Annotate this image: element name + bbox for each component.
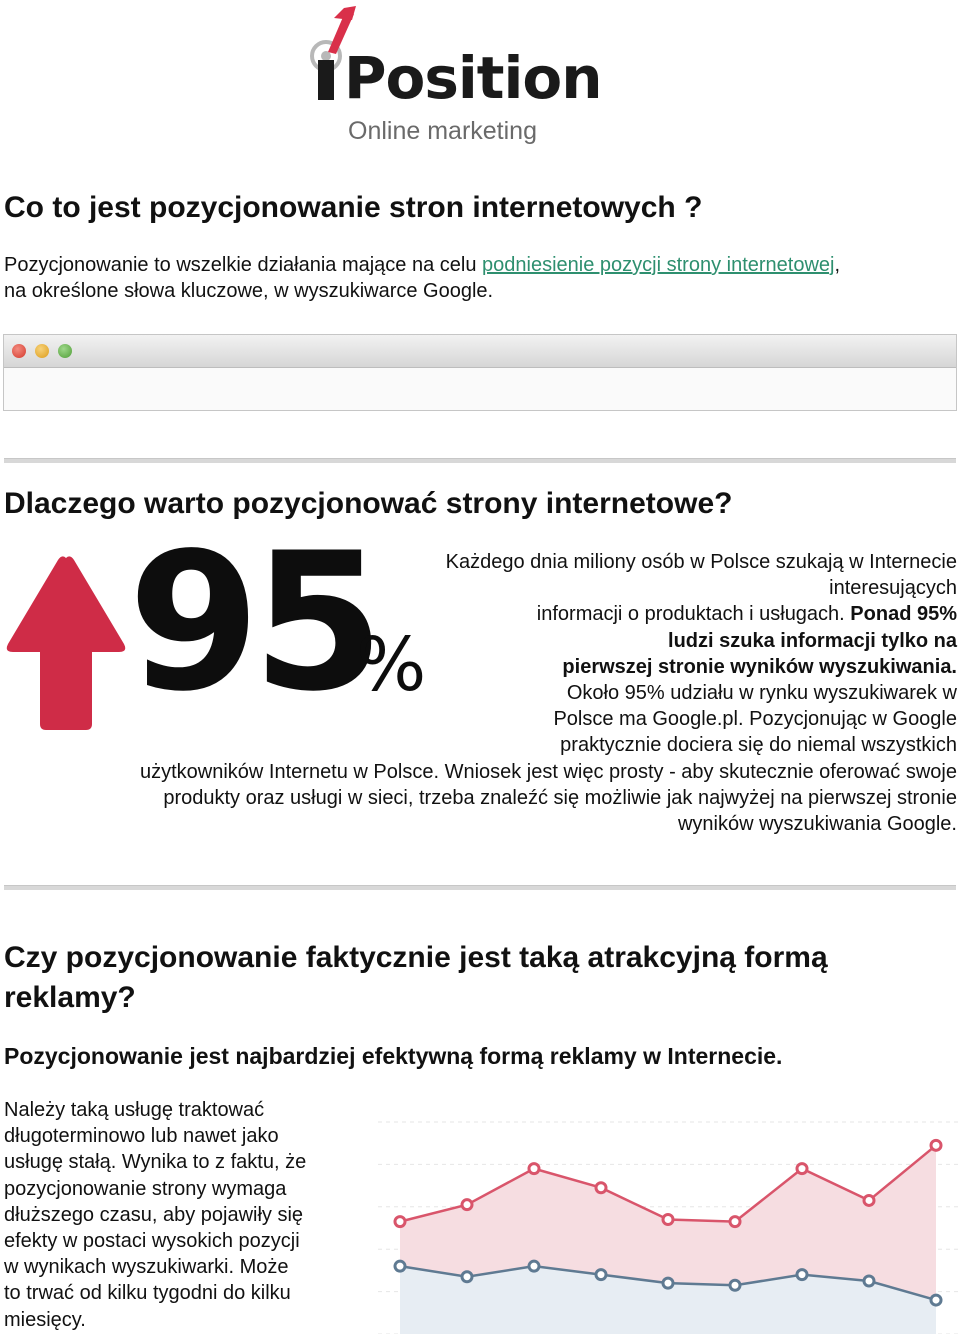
body-line: ludzi szuka informacji tylko na	[668, 629, 957, 652]
series-1-point-1	[462, 1272, 472, 1282]
body-line: długoterminowo lub nawet jako	[4, 1125, 279, 1148]
body-line: dłuższego czasu, aby pojawiły się	[4, 1203, 304, 1226]
section3-title-line2: reklamy?	[4, 981, 136, 1014]
series-0-point-1	[462, 1200, 472, 1210]
body-bold: Ponad 95%	[850, 603, 957, 626]
intro-comma: ,	[834, 254, 841, 276]
section1-intro	[4, 252, 956, 304]
stat-number: 95	[128, 512, 377, 733]
body-line	[140, 601, 957, 627]
body-line: Polsce ma Google.pl. Pozycjonując w Google	[553, 708, 957, 731]
section2-title: Dlaczego warto pozycjonować strony internetowe?	[4, 487, 733, 520]
series-1-point-4	[663, 1278, 673, 1288]
section3-subtitle: Pozycjonowanie jest najbardziej efektywną formą reklamy w Internecie.	[4, 1043, 783, 1069]
body-line: interesujących	[829, 577, 957, 600]
intro-line2: na określone słowa kluczowe, w wyszukiwarce Google.	[4, 280, 494, 303]
series-1-point-0	[395, 1261, 405, 1271]
body-line: praktycznie dociera się do niemal wszystkich	[560, 734, 957, 757]
section-divider	[4, 885, 956, 890]
body-line: wyników wyszukiwania Google.	[677, 813, 957, 836]
stat-percent: %	[356, 622, 427, 708]
series-0-point-0	[395, 1217, 405, 1227]
browser-window-frame	[3, 334, 957, 411]
body-line: pierwszej stronie wyników wyszukiwania.	[562, 655, 957, 678]
section1-title: Co to jest pozycjonowanie stron internetowych ?	[4, 191, 703, 224]
body-line: miesięcy.	[4, 1308, 86, 1331]
body-line: użytkowników Internetu w Polsce. Wniosek jest więc prosty - aby skutecznie oferować swoje	[139, 760, 957, 783]
logo-subtitle: Online marketing	[348, 117, 537, 145]
body-line: efekty w postaci wysokich pozycji	[4, 1230, 300, 1253]
body-line: Około 95% udziału w rynku wyszukiwarek w	[566, 682, 957, 705]
series-0-point-8	[931, 1140, 941, 1150]
section-divider	[4, 458, 956, 463]
zoom-dot-icon[interactable]	[58, 344, 72, 358]
body-line: w wynikach wyszukiwarki. Może	[4, 1256, 289, 1279]
body-line: Należy taką usługę traktować	[4, 1099, 265, 1121]
logo-wordmark	[318, 44, 602, 112]
series-0-point-3	[596, 1183, 606, 1193]
body-line: to trwać od kilku tygodni do kilku	[4, 1282, 291, 1305]
series-0-point-6	[797, 1164, 807, 1174]
logo	[306, 4, 606, 154]
series-1-point-2	[529, 1261, 539, 1271]
series-1-point-8	[931, 1295, 941, 1305]
series-0-point-7	[864, 1195, 874, 1205]
body-line: usługę stałą. Wynika to z faktu, że	[4, 1151, 307, 1174]
body-line: produkty oraz usługi w sieci, trzeba znaleźć się możliwie jak najwyżej na pierwszej stronie	[163, 786, 957, 809]
intro-link[interactable]: podniesienie pozycji strony internetowej	[482, 254, 835, 276]
series-0-point-4	[663, 1215, 673, 1225]
logo-i-stem	[318, 60, 334, 100]
growth-line-chart	[378, 1110, 958, 1334]
close-dot-icon[interactable]	[12, 344, 26, 358]
intro-text: Pozycjonowanie to wszelkie działania mające na celu	[4, 254, 483, 276]
section3-title	[4, 938, 956, 1018]
series-1-point-7	[864, 1276, 874, 1286]
logo-word-text: Position	[344, 44, 602, 112]
minimize-dot-icon[interactable]	[35, 344, 49, 358]
section3-body	[4, 1097, 374, 1333]
series-1-point-3	[596, 1270, 606, 1280]
section3-title-line1: Czy pozycjonowanie faktycznie jest taką atrakcyjną formą	[4, 941, 828, 974]
section2-body	[140, 549, 957, 837]
series-0-point-5	[730, 1217, 740, 1227]
series-1-point-6	[797, 1270, 807, 1280]
up-arrow-icon	[4, 552, 129, 732]
browser-titlebar	[4, 335, 956, 368]
body-line: Każdego dnia miliony osób w Polsce szukają w Internecie	[445, 551, 957, 573]
series-0-point-2	[529, 1164, 539, 1174]
series-1-point-5	[730, 1280, 740, 1290]
body-text: informacji o produktach i usługach.	[536, 603, 851, 626]
body-line: pozycjonowanie strony wymaga	[4, 1177, 287, 1200]
